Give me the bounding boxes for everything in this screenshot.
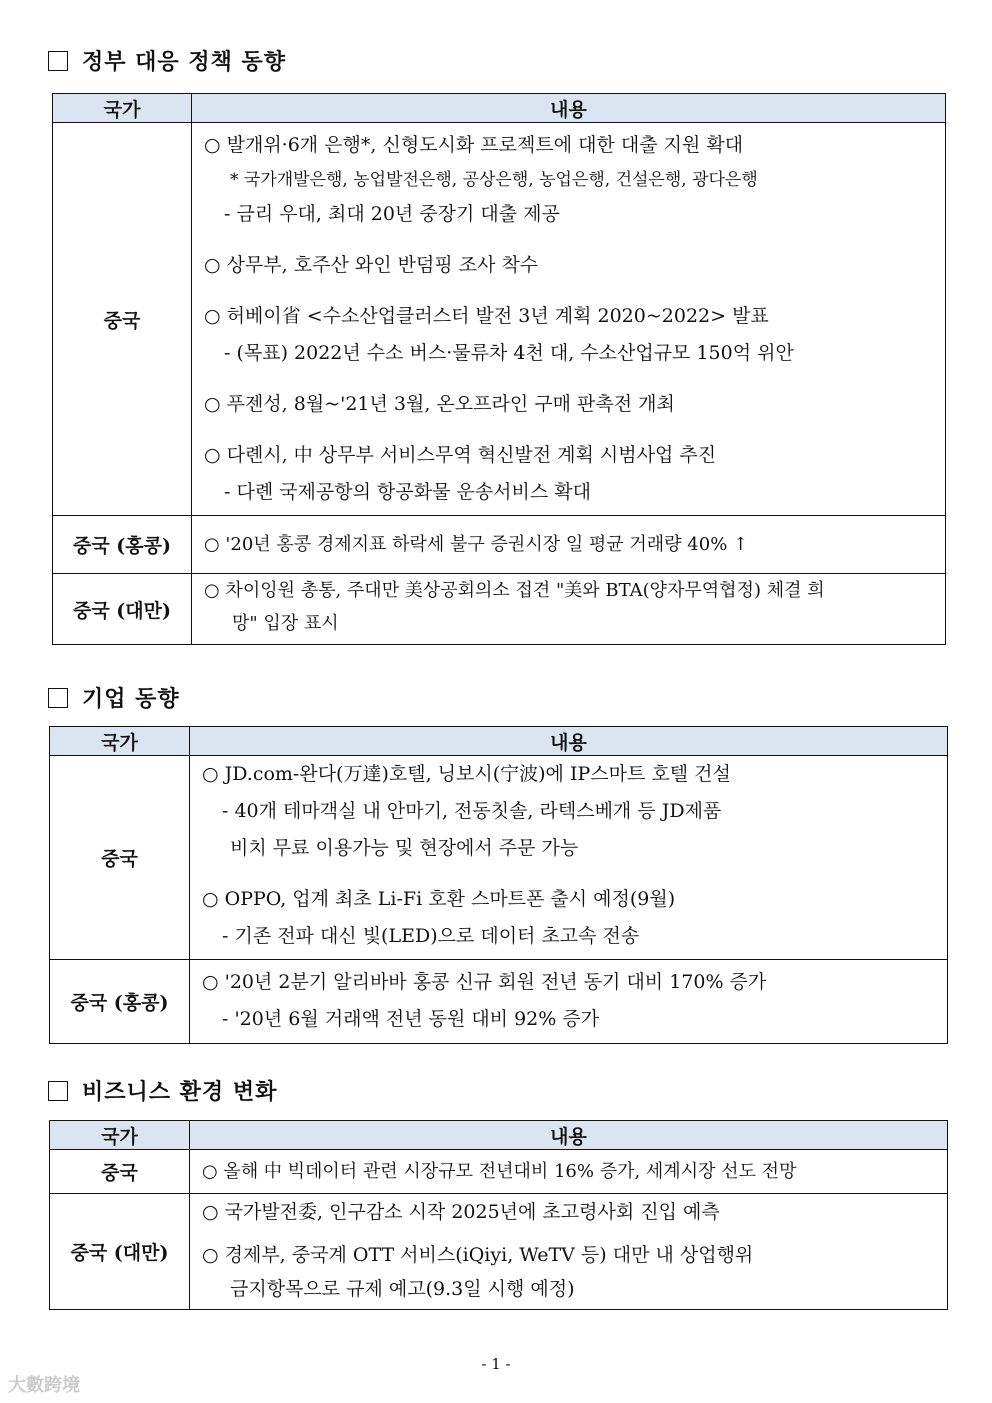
header-country: 국가: [53, 94, 192, 123]
section-title-policy: 정부 대응 정책 동향: [48, 45, 286, 76]
continuation-line: 망" 입장 표시: [232, 613, 339, 634]
country-cell: 중국 (홍콩): [53, 516, 192, 574]
content-cell: [190, 1194, 948, 1310]
country-cell: 중국: [50, 756, 190, 960]
table-row: [53, 574, 946, 645]
section-title-business-environment: 비즈니스 환경 변화: [48, 1075, 277, 1106]
bullet-item: ○ JD.com-완다(万達)호텔, 닝보시(宁波)에 IP스마트 호텔 건설: [202, 763, 731, 785]
content-cell: [192, 516, 946, 574]
table-row: [50, 756, 948, 960]
content-cell: [190, 960, 948, 1044]
bullet-item: ○ '20년 2분기 알리바바 홍콩 신규 회원 전년 동기 대비 170% 증가: [202, 971, 767, 993]
sub-item: - 다롄 국제공항의 항공화물 운송서비스 확대: [224, 481, 591, 503]
bullet-item: ○ 푸젠성, 8월~'21년 3월, 온오프라인 구매 판촉전 개최: [204, 393, 675, 415]
country-cell: 중국: [50, 1150, 190, 1194]
bullet-item: ○ 발개위·6개 은행*, 신형도시화 프로젝트에 대한 대출 지원 확대: [204, 134, 744, 156]
table-row: [53, 516, 946, 574]
checkbox-square-icon: [48, 688, 68, 708]
sub-item: - 금리 우대, 최대 20년 중장기 대출 제공: [224, 203, 560, 225]
content-cell: [190, 1150, 948, 1194]
bullet-item: ○ 상무부, 호주산 와인 반덤핑 조사 착수: [204, 254, 539, 276]
header-content: 내용: [190, 727, 948, 756]
country-cell: 중국 (홍콩): [50, 960, 190, 1044]
footnote: * 국가개발은행, 농업발전은행, 공상은행, 농업은행, 건설은행, 광다은행: [230, 170, 758, 190]
country-cell: 중국 (대만): [50, 1194, 190, 1310]
header-content: 내용: [190, 1121, 948, 1150]
checkbox-square-icon: [48, 1081, 68, 1101]
bullet-item: ○ 올해 中 빅데이터 관련 시장규모 전년대비 16% 증가, 세계시장 선도 전망: [202, 1161, 797, 1182]
continuation-line: 금지항목으로 규제 예고(9.3일 시행 예정): [230, 1278, 575, 1300]
sub-item: - (목표) 2022년 수소 버스·물류차 4천 대, 수소산업규모 150억 위안: [224, 342, 794, 364]
business-table: [49, 1120, 948, 1310]
bullet-item: ○ 차이잉원 총통, 주대만 美상공회의소 접견 "美와 BTA(양자무역협정) 체결 희: [204, 580, 825, 601]
table-row: [50, 960, 948, 1044]
content-cell: [192, 123, 946, 516]
table-header-row: [53, 94, 946, 123]
table-row: [53, 123, 946, 516]
table-header-row: [50, 1121, 948, 1150]
policy-table: [52, 93, 946, 645]
page-number: - 1 -: [481, 1355, 511, 1373]
table-row: [50, 1194, 948, 1310]
checkbox-square-icon: [48, 51, 68, 71]
country-cell: 중국: [53, 123, 192, 516]
watermark-logo: 大數跨境: [8, 1375, 80, 1396]
bullet-item: ○ 경제부, 중국계 OTT 서비스(iQiyi, WeTV 등) 대만 내 상업행위: [202, 1244, 754, 1266]
country-cell: 중국 (대만): [53, 574, 192, 645]
company-table: [49, 726, 948, 1044]
bullet-item: ○ 다롄시, 中 상무부 서비스무역 혁신발전 계획 시범사업 추진: [204, 444, 717, 466]
bullet-item: ○ OPPO, 업계 최초 Li-Fi 호환 스마트폰 출시 예정(9월): [202, 888, 676, 910]
sub-item: - 기존 전파 대신 빛(LED)으로 데이터 초고속 전송: [222, 925, 640, 947]
bullet-item: ○ 허베이省 <수소산업클러스터 발전 3년 계획 2020~2022> 발표: [204, 305, 769, 327]
table-header-row: [50, 727, 948, 756]
sub-item: - 40개 테마객실 내 안마기, 전동칫솔, 라텍스베개 등 JD제품: [222, 800, 722, 822]
bullet-item: ○ 국가발전委, 인구감소 시작 2025년에 초고령사회 진입 예측: [202, 1201, 720, 1223]
bullet-item: ○ '20년 홍콩 경제지표 하락세 불구 증권시장 일 평균 거래량 40% ↑: [204, 534, 749, 555]
table-row: [50, 1150, 948, 1194]
header-content: 내용: [192, 94, 946, 123]
content-cell: [192, 574, 946, 645]
header-country: 국가: [50, 1121, 190, 1150]
continuation-line: 비치 무료 이용가능 및 현장에서 주문 가능: [230, 837, 579, 859]
sub-item: - '20년 6월 거래액 전년 동원 대비 92% 증가: [222, 1008, 600, 1030]
content-cell: [190, 756, 948, 960]
section-title-companies: 기업 동향: [48, 682, 180, 713]
header-country: 국가: [50, 727, 190, 756]
